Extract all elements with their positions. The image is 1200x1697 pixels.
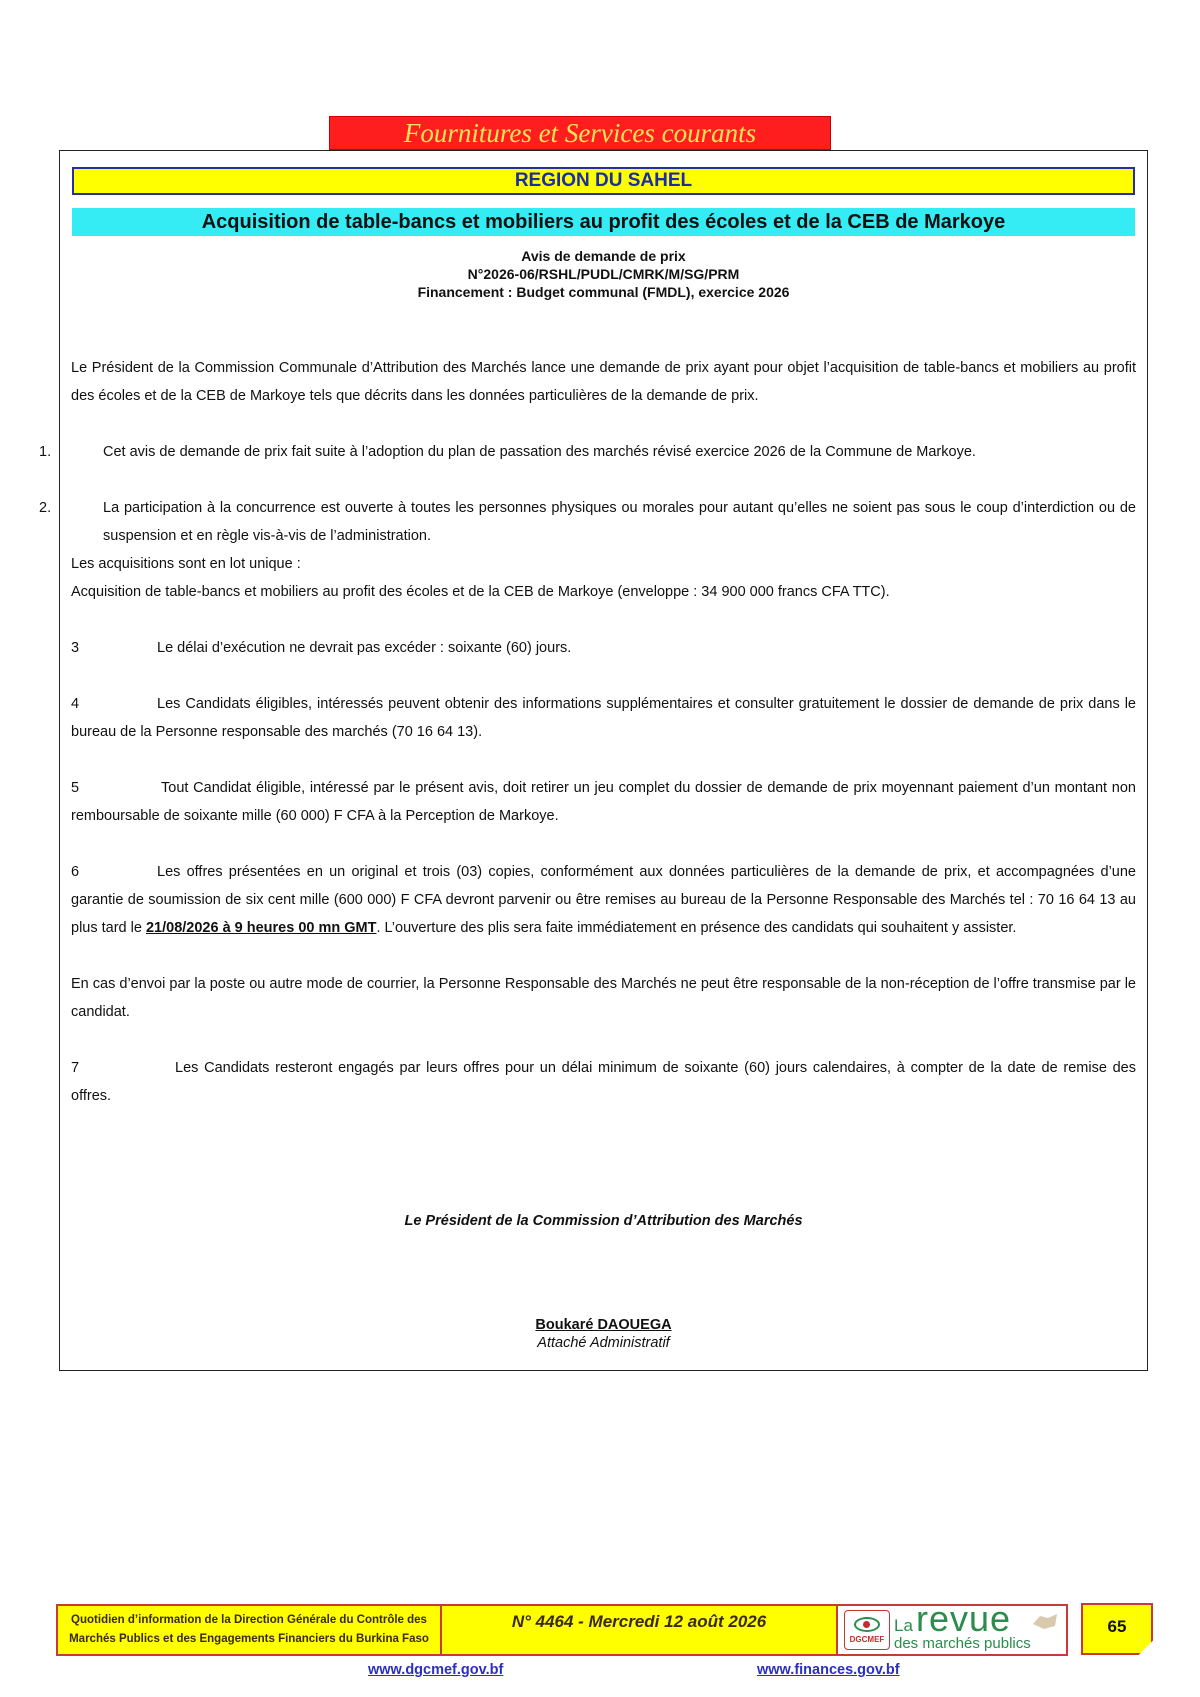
paragraph-text: . L’ouverture des plis sera faite immédiatement en présence des candidats qui souhaitent y assister. bbox=[376, 920, 1017, 936]
dgcmef-website-link[interactable]: www.dgcmef.gov.bf bbox=[368, 1662, 504, 1678]
paragraph-number: 1. bbox=[39, 444, 52, 460]
intro-paragraph: Le Président de la Commission Communale d’Attribution des Marchés lance une demande de prix ayant pour objet l’acquisition de table-bancs et mobiliers au profit des écoles et de la CEB de Markoye tels que décrits dans les données particulières de la demande de prix. bbox=[71, 360, 1136, 404]
paragraph-7 bbox=[71, 1054, 1136, 1110]
paragraph-text: Cet avis de demande de prix fait suite à l’adoption du plan de passation des marchés révisé exercice 2026 de la Commune de Markoye. bbox=[103, 444, 976, 460]
paragraph-text: Tout Candidat éligible, intéressé par le présent avis, doit retirer un jeu complet du dossier de demande de prix moyennant paiement d’un montant non remboursable de soixante mille (60 000) F CFA à la Perception de Markoye. bbox=[71, 780, 1136, 824]
avis-type: Avis de demande de prix bbox=[521, 248, 686, 264]
map-decoration-icon bbox=[1030, 1610, 1060, 1632]
publisher-box bbox=[56, 1604, 442, 1656]
signatory-name: Boukaré DAOUEGA bbox=[535, 1317, 672, 1333]
signatory-role: Le Président de la Commission d’Attribution des Marchés bbox=[404, 1213, 803, 1229]
region-heading: REGION DU SAHEL bbox=[72, 167, 1135, 195]
page-number-tab bbox=[1081, 1603, 1153, 1655]
avis-financing: Financement : Budget communal (FMDL), exercice 2026 bbox=[417, 284, 790, 300]
dgcmef-eye-icon bbox=[844, 1610, 890, 1650]
lots-intro: Les acquisitions sont en lot unique : bbox=[71, 556, 301, 572]
issue-box: N° 4464 - Mercredi 12 août 2026 bbox=[442, 1604, 838, 1656]
section-banner: Fournitures et Services courants bbox=[329, 116, 831, 150]
paragraph-number: 6 bbox=[71, 864, 80, 880]
finances-website-link[interactable]: www.finances.gov.bf bbox=[757, 1662, 900, 1678]
paragraph-number: 7 bbox=[71, 1060, 80, 1076]
notice-title: Acquisition de table-bancs et mobiliers au profit des écoles et de la CEB de Markoye bbox=[72, 208, 1135, 236]
paragraph-text: Le délai d’exécution ne devrait pas excéder : soixante (60) jours. bbox=[157, 640, 572, 656]
logo-revue-text: revue bbox=[916, 1598, 1012, 1639]
paragraph-3 bbox=[71, 634, 1136, 662]
logo-badge-text: DGCMEF bbox=[849, 1635, 885, 1644]
publisher-line: Marchés Publics et des Engagements Financiers du Burkina Faso bbox=[69, 1633, 429, 1645]
paragraph-number: 2. bbox=[39, 500, 52, 516]
lots-detail: Acquisition de table-bancs et mobiliers au profit des écoles et de la CEB de Markoye (enveloppe : 34 900 000 francs CFA TTC). bbox=[71, 584, 890, 600]
paragraph-text: Les Candidats resteront engagés par leurs offres pour un délai minimum de soixante (60) jours calendaires, à compter de la date de remise des offres. bbox=[71, 1060, 1136, 1104]
paragraph-text: Les Candidats éligibles, intéressés peuvent obtenir des informations supplémentaires et consulter gratuitement le dossier de demande de prix dans le bureau de la Personne responsable des marchés (70 16 64 13). bbox=[71, 696, 1136, 740]
paragraph-6 bbox=[71, 858, 1136, 942]
paragraph-4 bbox=[71, 690, 1136, 746]
revue-logo bbox=[838, 1598, 1068, 1656]
mail-note: En cas d’envoi par la poste ou autre mode de courrier, la Personne Responsable des Marchés ne peut être responsable de la non-réception de l’offre transmise par le candidat. bbox=[71, 976, 1136, 1020]
paragraph-number: 3 bbox=[71, 640, 80, 656]
avis-header bbox=[72, 247, 1135, 301]
submission-deadline: 21/08/2026 à 9 heures 00 mn GMT bbox=[145, 920, 377, 936]
paragraph-number: 5 bbox=[71, 780, 80, 796]
logo-la-text: La bbox=[894, 1616, 913, 1635]
logo-subtitle: des marchés publics bbox=[894, 1635, 1031, 1652]
signatory-title: Attaché Administratif bbox=[537, 1335, 670, 1351]
page-number: 65 bbox=[1107, 1617, 1127, 1636]
avis-reference: N°2026-06/RSHL/PUDL/CMRK/M/SG/PRM bbox=[467, 266, 740, 282]
notice-body bbox=[39, 354, 1136, 1110]
paragraph-5 bbox=[71, 774, 1136, 830]
paragraph-number: 4 bbox=[71, 696, 80, 712]
paragraph-1 bbox=[39, 438, 1136, 466]
paragraph-2 bbox=[39, 494, 1136, 550]
paragraph-text: La participation à la concurrence est ouverte à toutes les personnes physiques ou morales pour autant qu’elles ne soient pas sous le coup d’interdiction ou de suspension et en règle vis-à-vis de l’administration. bbox=[103, 500, 1136, 544]
notice-frame bbox=[39, 150, 1148, 1371]
paragraph-text: Les offres présentées en un original et trois (03) copies, conformément aux données particulières de la demande de prix, et accompagnées d’une garantie de soumission de six cent mille (600 000) F CFA devront parvenir ou être remises au bureau de la Personne Responsable des Marchés tel : 70 16 64 13 au plus tard le bbox=[71, 864, 1136, 936]
publisher-line: Quotidien d’information de la Direction Générale du Contrôle des bbox=[71, 1614, 427, 1626]
